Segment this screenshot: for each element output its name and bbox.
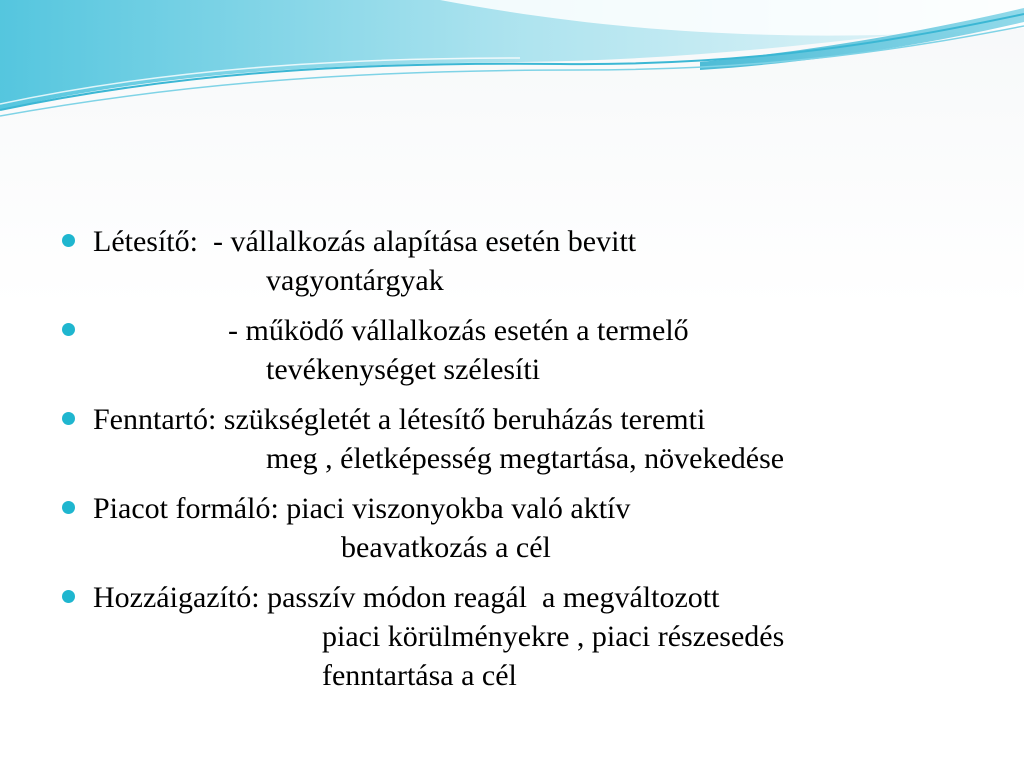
item-text-line: Fenntartó: szükségletét a létesítő beruházás teremti — [93, 403, 706, 436]
bullet-dot-icon — [62, 501, 75, 514]
item-text-line: - működő vállalkozás esetén a termelő — [93, 314, 689, 347]
bullet-list — [62, 222, 1002, 706]
list-item — [62, 400, 1002, 478]
bullet-dot-icon — [62, 323, 75, 336]
item-text-continuation: piaci körülményekre , piaci részesedés — [322, 620, 785, 653]
item-text-continuation: tevékenységet szélesíti — [266, 353, 541, 386]
list-item — [62, 311, 1002, 389]
bullet-dot-icon — [62, 590, 75, 603]
item-text-line: Hozzáigazító: passzív módon reagál a megváltozott — [93, 581, 720, 614]
list-item — [62, 222, 1002, 300]
bullet-dot-icon — [62, 412, 75, 425]
bullet-dot-icon — [62, 234, 75, 247]
item-text-line: Piacot formáló: piaci viszonyokba való aktív — [93, 492, 631, 525]
item-text-continuation: meg , életképesség megtartása, növekedése — [266, 442, 785, 475]
item-text-continuation: beavatkozás a cél — [341, 531, 551, 564]
item-text-continuation: vagyontárgyak — [266, 264, 444, 297]
item-text-continuation: fenntartása a cél — [322, 659, 517, 692]
list-item — [62, 578, 1002, 695]
list-item — [62, 489, 1002, 567]
header-wave-decoration — [0, 0, 1024, 130]
item-text-line: Létesítő: - vállalkozás alapítása esetén bevitt — [93, 225, 637, 258]
